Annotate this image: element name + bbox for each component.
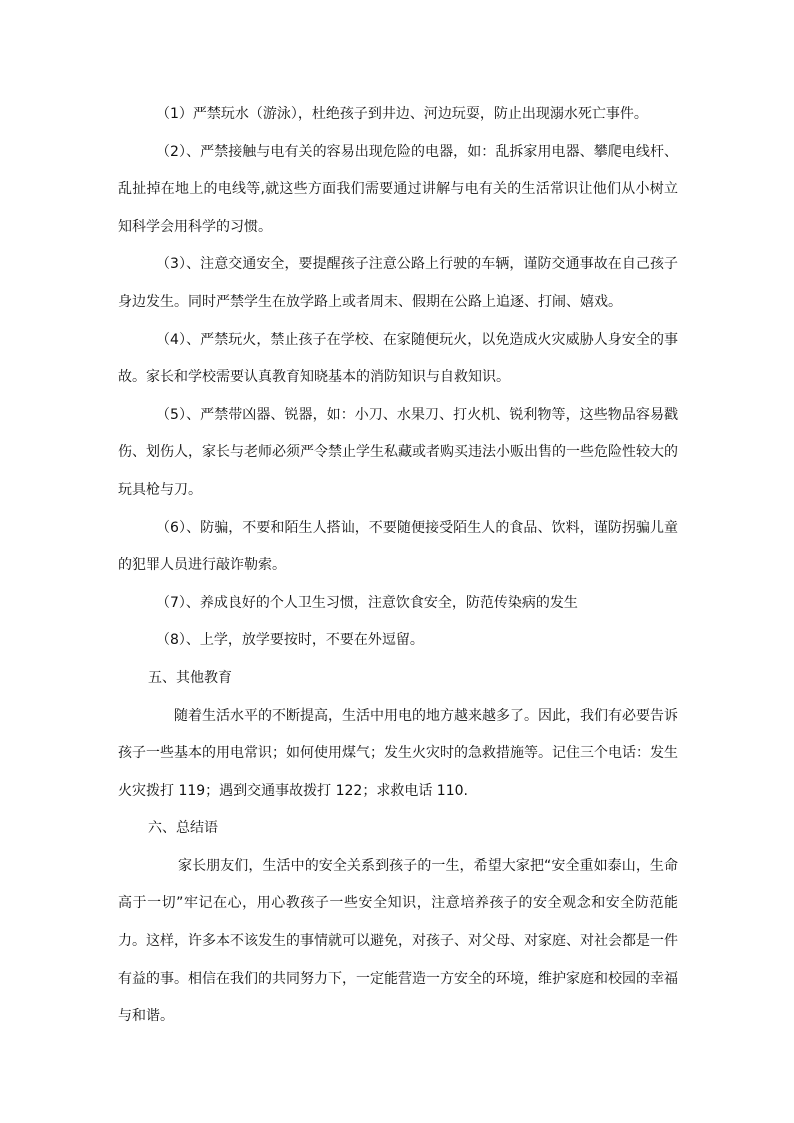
safety-rule-3: （3）、注意交通安全，要提醒孩子注意公路上行驶的车辆，谨防交通事故在自己孩子身边发生。同时严禁学生在放学路上或者周末、假期在公路上追逐、打闹、嬉戏。	[118, 256, 678, 310]
safety-rule-6: （6）、防骗，不要和陌生人搭讪，不要随便接受陌生人的食品、饮料，谨防拐骗儿童的犯罪人员进行敲诈勒索。	[118, 519, 678, 574]
safety-rule-2: （2）、严禁接触与电有关的容易出现危险的电器，如：乱拆家用电器、攀爬电线杆、乱扯掉在地上的电线等,就这些方面我们需要通过讲解与电有关的生活常识让他们从小树立知科学会用科学的习惯。	[118, 143, 678, 235]
safety-rule-4: （4）、严禁玩火，禁止孩子在学校、在家随便玩火，以免造成火灾威胁人身安全的事故。家长和学校需要认真教育知晓基本的消防知识与自救知识。	[118, 331, 678, 386]
section-body-conclusion: 家长朋友们，生活中的安全关系到孩子的一生，希望大家把“安全重如泰山，生命高于一切”牢记在心，用心教孩子一些安全知识，注意培养孩子的安全观念和安全防范能力。这样，许多本不该发生的事情就可以避免，对孩子、对父母、对家庭、对社会都是一件有益的事。相信在我们的共同努力下，一定能营造一方安全的环境，维护家庭和校园的幸福与和谐。	[118, 857, 678, 1025]
section-heading-other-education: 五、其他教育	[148, 669, 232, 686]
section-heading-conclusion: 六、总结语	[148, 820, 218, 837]
safety-rule-8: （8）、上学，放学要按时，不要在外逗留。	[156, 632, 424, 649]
section-body-other-education: 随着生活水平的不断提高，生活中用电的地方越来越多了。因此，我们有必要告诉孩子一些基本的用电常识；如何使用煤气；发生火灾时的急救措施等。记住三个电话：发生火灾拨打 119；遇到交通事故拨打 122；求救电话 110.	[118, 707, 678, 799]
safety-rule-5: （5）、严禁带凶器、锐器，如：小刀、水果刀、打火机、锐利物等，这些物品容易戳伤、划伤人，家长与老师必须严令禁止学生私藏或者购买违法小贩出售的一些危险性较大的玩具枪与刀。	[118, 406, 678, 498]
safety-rule-1: （1）严禁玩水（游泳），杜绝孩子到井边、河边玩耍，防止出现溺水死亡事件。	[156, 106, 648, 122]
safety-rule-7: （7）、养成良好的个人卫生习惯，注意饮食安全，防范传染病的发生	[156, 594, 578, 611]
document-body	[118, 96, 678, 1036]
